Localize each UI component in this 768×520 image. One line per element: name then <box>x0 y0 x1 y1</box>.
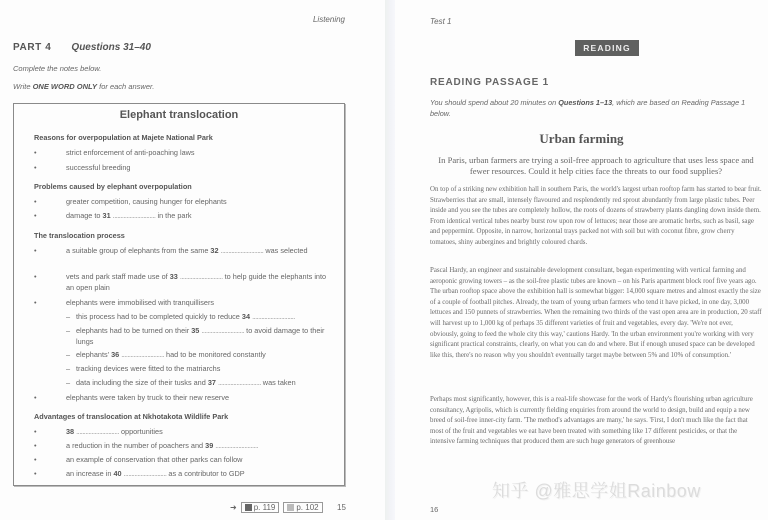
answer-blank-39[interactable]: ............................ <box>215 441 259 450</box>
right-page-reading <box>395 0 768 520</box>
list-item-q40: • an increase in 40 ............................ as a contributor to GDP <box>34 469 245 478</box>
list-item: • greater competition, causing hunger for elephants <box>34 197 227 206</box>
answer-key-icon <box>287 504 294 511</box>
bullet-icon: • <box>34 298 37 307</box>
dash-icon: – <box>66 312 71 321</box>
notes-title: Elephant translocation <box>119 109 239 121</box>
bullet-icon: • <box>34 148 37 157</box>
audio-script-ref[interactable]: p. 119 <box>241 502 280 513</box>
page-number: 16 <box>430 505 439 514</box>
section-heading: Problems caused by elephant overpopulation <box>34 182 192 191</box>
question-number: 31 <box>102 211 111 220</box>
bullet-icon: • <box>34 246 37 255</box>
paragraph: On top of a striking new exhibition hall in southern Paris, the world's largest urban rooftop farm has started to bear fruit. Strawberries that are small, intensely flavoured and resplendently red sprout abundantly from large plastic tubes. Peer inside and you see the tubes are completely hollow, the roots of dozens of strawberry plants dangling down inside them. From identical vertical tubes nearby burst row upon row of lettuces; near those are aromatic herbs, such as basil, sage and peppermint. Opposite, in narrow, horizontal trays packed not with soil but with coconut fibre, grow cherry tomatoes, shiny aubergines and brightly coloured chards. <box>430 186 762 246</box>
list-item: • elephants were immobilised with tranquillisers <box>34 298 215 307</box>
bullet-icon: • <box>34 469 37 478</box>
part-label: PART 4 <box>13 42 52 53</box>
answer-blank-32[interactable]: ............................ <box>220 246 264 255</box>
bullet-icon: • <box>34 197 37 206</box>
list-item: • an example of conservation that other parks can follow <box>34 455 243 464</box>
section-heading: The translocation process <box>34 231 125 240</box>
answer-blank-36[interactable]: ............................ <box>121 350 164 359</box>
bullet-icon: • <box>34 272 37 281</box>
dash-icon: – <box>66 326 71 335</box>
answer-blank-40[interactable]: ............................ <box>123 469 167 478</box>
questions-range: Questions 31–40 <box>71 42 151 53</box>
list-item: • strict enforcement of anti-poaching laws <box>34 148 195 157</box>
notes-box <box>13 103 345 486</box>
page-number: 15 <box>337 503 346 512</box>
answer-blank-37[interactable]: ............................ <box>218 378 261 387</box>
section-badge: READING <box>575 40 639 56</box>
sub-item: – tracking devices were fitted to the matriarchs <box>66 364 221 373</box>
article-lead: In Paris, urban farmers are trying a soil-free approach to agriculture that uses less space and fewer resources. Could it help cities face the threats to our food supplies? <box>438 155 754 176</box>
dash-icon: – <box>66 378 71 387</box>
paragraph: Perhaps most significantly, however, this is a real-life showcase for the work of Hardy's flourishing urban agriculture consultancy, Agripolis, which is currently fielding enquiries from around the world to design, build and equip a new breed of soil-free inner-city farm. 'The method's advantages are many,' he says. 'First, I don't much like the fact that most of the fruit and vegetables we eat have been treated with something like 17 different pesticides, or that the intensive farming techniques that produced them are such huge generators of greenhouse <box>430 396 753 446</box>
page-references <box>230 502 323 513</box>
list-item-q38: • 38 ............................ opportunities <box>34 427 163 436</box>
bullet-icon: • <box>34 393 37 402</box>
watermark: 知乎 @雅思学姐Rainbow <box>492 481 701 501</box>
passage-title: READING PASSAGE 1 <box>430 77 549 88</box>
dash-icon: – <box>66 364 71 373</box>
part-heading <box>13 42 151 53</box>
instruction-word-limit: Write ONE WORD ONLY for each answer. <box>13 82 155 91</box>
sub-item-q34: – this process had to be completed quickly to reduce 34 ............................ <box>66 312 295 321</box>
list-item-q31: • damage to 31 ............................ in the park <box>34 211 192 220</box>
answer-blank-35[interactable]: ............................ <box>201 326 245 335</box>
sub-item-q37: – data including the size of their tusks and 37 ............................ was taken <box>66 378 296 387</box>
list-item: • elephants were taken by truck to their new reserve <box>34 393 230 402</box>
section-heading: Advantages of translocation at Nkhotakota Wildlife Park <box>34 412 229 421</box>
sub-item-q36: – elephants' 36 ............................ had to be monitored constantly <box>66 350 266 359</box>
article-title: Urban farming <box>539 131 624 146</box>
bullet-icon: • <box>34 441 37 450</box>
running-head: Listening <box>312 15 345 24</box>
list-item-q32: • a suitable group of elephants from the same 32 ............................ was selected <box>34 246 308 255</box>
answer-key-ref[interactable]: p. 102 <box>283 502 322 513</box>
answer-blank-34[interactable]: ............................ <box>252 312 295 321</box>
bullet-icon: • <box>34 211 37 220</box>
bullet-icon: • <box>34 455 37 464</box>
bullet-icon: • <box>34 163 37 172</box>
answer-blank-33[interactable]: ............................ <box>179 272 223 281</box>
book-gutter <box>385 0 395 520</box>
script-icon <box>245 504 252 511</box>
sub-item-q35: – elephants had to be turned on their 35 ............................ to avoid damage to their lungs <box>66 326 325 346</box>
list-item: • successful breeding <box>34 163 131 172</box>
answer-blank-31[interactable]: ............................ <box>112 211 156 220</box>
paragraph: Pascal Hardy, an engineer and sustainable development consultant, began experimenting with vertical farming and aeroponic growing towers – as the soil-free plastic tubes are known – on his Paris apartment block roof five years ago. The urban rooftop space above the exhibition hall is somewhat bigger: 14,000 square metres and almost exactly the size of a couple of football pitches. Already, the team of young urban farmers who tend it have picked, in one day, 3,000 lettuces and 150 punnets of strawberries. When the remaining two thirds of the vast open area are in production, 20 staff will harvest up to 1,000 kg of perhaps 35 different varieties of fruit and vegetables, every day. 'We're not ever, obviously, going to feed the whole city this way,' cautions Hardy. 'In the urban environment you're working with very significant practical constraints, clearly, on what you can do and where. But if enough unused space can be developed like this, there's no reason why you shouldn't eventually target maybe between 5% and 10% of consumption.' <box>430 267 762 359</box>
dash-icon: – <box>66 350 71 359</box>
list-item-q33: • vets and park staff made use of 33 ............................ to help guide the elephants into an open plain <box>34 272 327 292</box>
bullet-icon: • <box>34 427 37 436</box>
answer-blank-38[interactable]: ............................ <box>76 427 119 436</box>
list-item-q39: • a reduction in the number of poachers and 39 ............................ <box>34 441 259 450</box>
running-head: Test 1 <box>430 17 452 26</box>
instruction-complete-notes: Complete the notes below. <box>13 64 102 73</box>
section-heading: Reasons for overpopulation at Majete National Park <box>34 133 213 142</box>
arrow-right-icon: ➜ <box>230 503 237 512</box>
passage-instruction: You should spend about 20 minutes on Questions 1–13, which are based on Reading Passage 1 below. <box>430 98 746 118</box>
